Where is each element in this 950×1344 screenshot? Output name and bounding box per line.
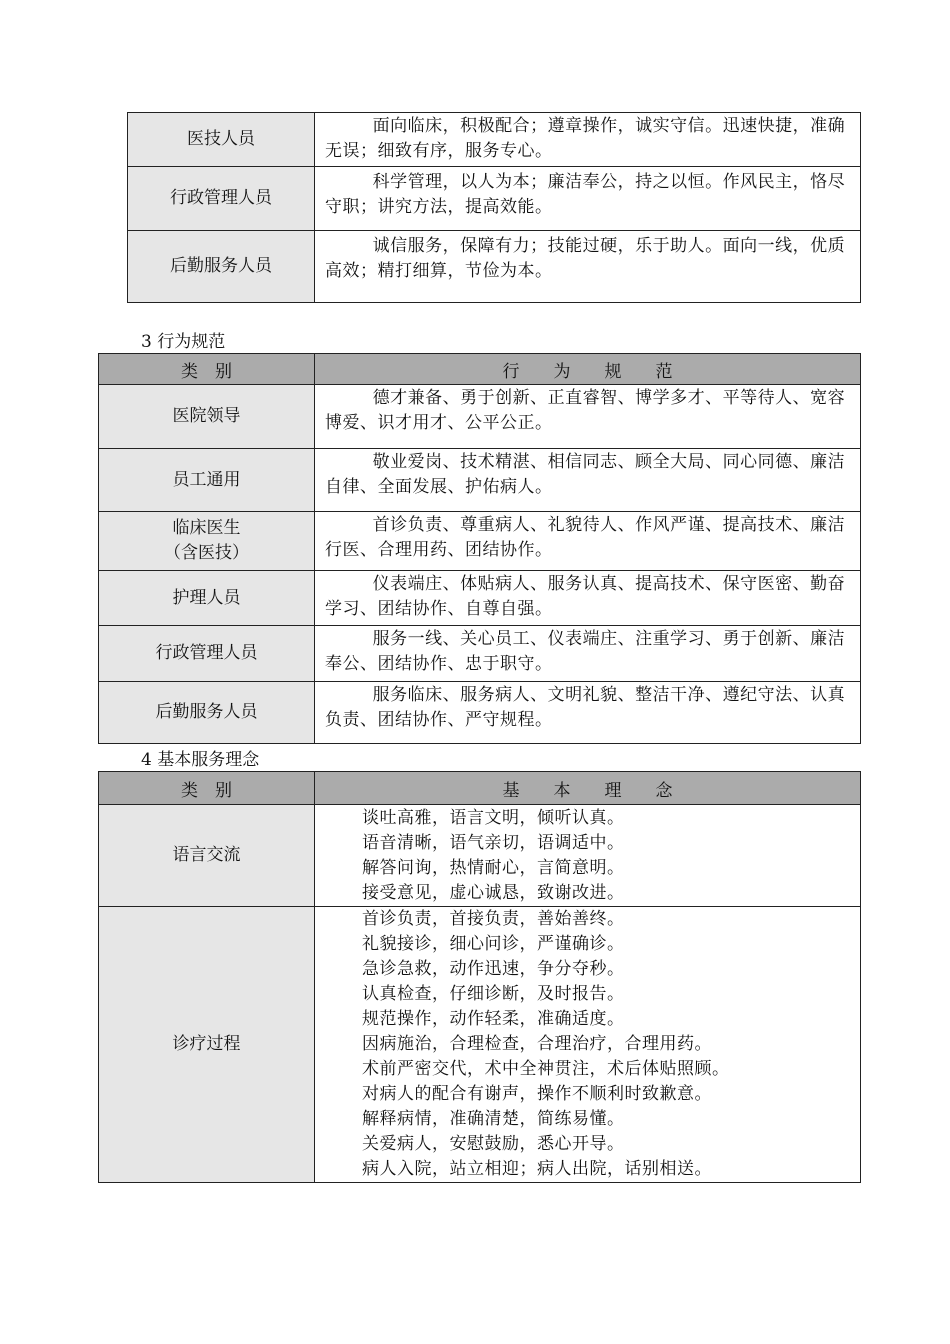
- line-list: [325, 907, 850, 1182]
- table-row: [99, 907, 861, 1183]
- row-text: 服务临床、服务病人、文明礼貌、整洁干净、遵纪守法、认真负责、团结协作、严守规程。: [325, 685, 846, 730]
- header-category: 类 别: [99, 772, 315, 805]
- service-concepts-table: [98, 771, 861, 1183]
- category-cell: 医院领导: [99, 385, 315, 449]
- list-item: 礼貌接诊，细心问诊，严谨确诊。: [362, 934, 625, 954]
- row-text: 敬业爱岗、技术精湛、相信同志、顾全大局、同心同德、廉洁自律、全面发展、护佑病人。: [325, 452, 846, 497]
- row-text: 诚信服务，保障有力；技能过硬，乐于助人。面向一线，优质高效；精打细算，节俭为本。: [325, 236, 846, 281]
- table-row: [99, 449, 861, 512]
- row-text: 面向临床，积极配合；遵章操作，诚实守信。迅速快捷，准确无误；细致有序，服务专心。: [325, 116, 846, 161]
- list-item: 认真检查，仔细诊断，及时报告。: [362, 984, 625, 1004]
- line-list: [325, 805, 850, 906]
- list-item: 术前严密交代，术中全神贯注，术后体贴照顾。: [362, 1059, 730, 1079]
- list-item: 解释病情，准确清楚，简练易懂。: [362, 1109, 625, 1129]
- category-cell: 行政管理人员: [128, 167, 315, 231]
- list-item: 语音清晰，语气亲切，语调适中。: [362, 833, 625, 853]
- list-item: 解答问询，热情耐心，言简意明。: [362, 858, 625, 878]
- category-cell: 员工通用: [99, 449, 315, 512]
- table-row: [99, 805, 861, 907]
- row-text: 服务一线、关心员工、仪表端庄、注重学习、勇于创新、廉洁奉公、团结协作、忠于职守。: [325, 629, 846, 674]
- row-text: 首诊负责、尊重病人、礼貌待人、作风严谨、提高技术、廉洁行医、合理用药、团结协作。: [325, 515, 846, 560]
- category-cell: 行政管理人员: [99, 626, 315, 682]
- header-content: 行 为 规 范: [315, 354, 861, 385]
- category-cell: 护理人员: [99, 571, 315, 626]
- row-text: 科学管理，以人为本；廉洁奉公，持之以恒。作风民主，恪尽守职；讲究方法，提高效能。: [325, 172, 846, 217]
- header-content: 基 本 理 念: [315, 772, 861, 805]
- section-title: 3 行为规范: [141, 332, 226, 352]
- section-title: 4 基本服务理念: [141, 750, 260, 770]
- table-row: [128, 231, 861, 303]
- category-cell: 后勤服务人员: [99, 682, 315, 744]
- list-item: 首诊负责，首接负责，善始善终。: [362, 909, 625, 929]
- behavior-norms-table: [98, 353, 861, 744]
- table-row: [99, 571, 861, 626]
- category-cell: 医技人员: [128, 113, 315, 167]
- table-row: [128, 167, 861, 231]
- category-line: 临床医生: [172, 518, 241, 538]
- list-item: 关爱病人，安慰鼓励，悉心开导。: [362, 1134, 625, 1154]
- header-category: 类 别: [99, 354, 315, 385]
- table-row: [128, 113, 861, 167]
- category-cell: 诊疗过程: [99, 907, 315, 1183]
- row-text: 德才兼备、勇于创新、正直睿智、博学多才、平等待人、宽容博爱、识才用才、公平公正。: [325, 388, 846, 433]
- table-row: [99, 385, 861, 449]
- list-item: 谈吐高雅，语言文明，倾听认真。: [362, 808, 625, 828]
- table-header-row: [99, 772, 861, 805]
- list-item: 急诊急救，动作迅速，争分夺秒。: [362, 959, 625, 979]
- category-cell: 后勤服务人员: [128, 231, 315, 303]
- list-item: 对病人的配合有谢声，操作不顺利时致歉意。: [362, 1084, 712, 1104]
- staff-conduct-table: [127, 112, 861, 303]
- list-item: 规范操作，动作轻柔，准确适度。: [362, 1009, 625, 1029]
- table-row: [99, 626, 861, 682]
- category-cell: 语言交流: [99, 805, 315, 907]
- row-text: 仪表端庄、体贴病人、服务认真、提高技术、保守医密、勤奋学习、团结协作、自尊自强。: [325, 574, 846, 619]
- list-item: 接受意见，虚心诚恳，致谢改进。: [362, 883, 625, 903]
- list-item: 病人入院，站立相迎；病人出院，话别相送。: [362, 1159, 712, 1179]
- list-item: 因病施治，合理检查，合理治疗，合理用药。: [362, 1034, 712, 1054]
- table-header-row: [99, 354, 861, 385]
- table-row: [99, 512, 861, 571]
- category-line: （含医技）: [164, 543, 249, 563]
- category-cell: [99, 512, 315, 571]
- table-row: [99, 682, 861, 744]
